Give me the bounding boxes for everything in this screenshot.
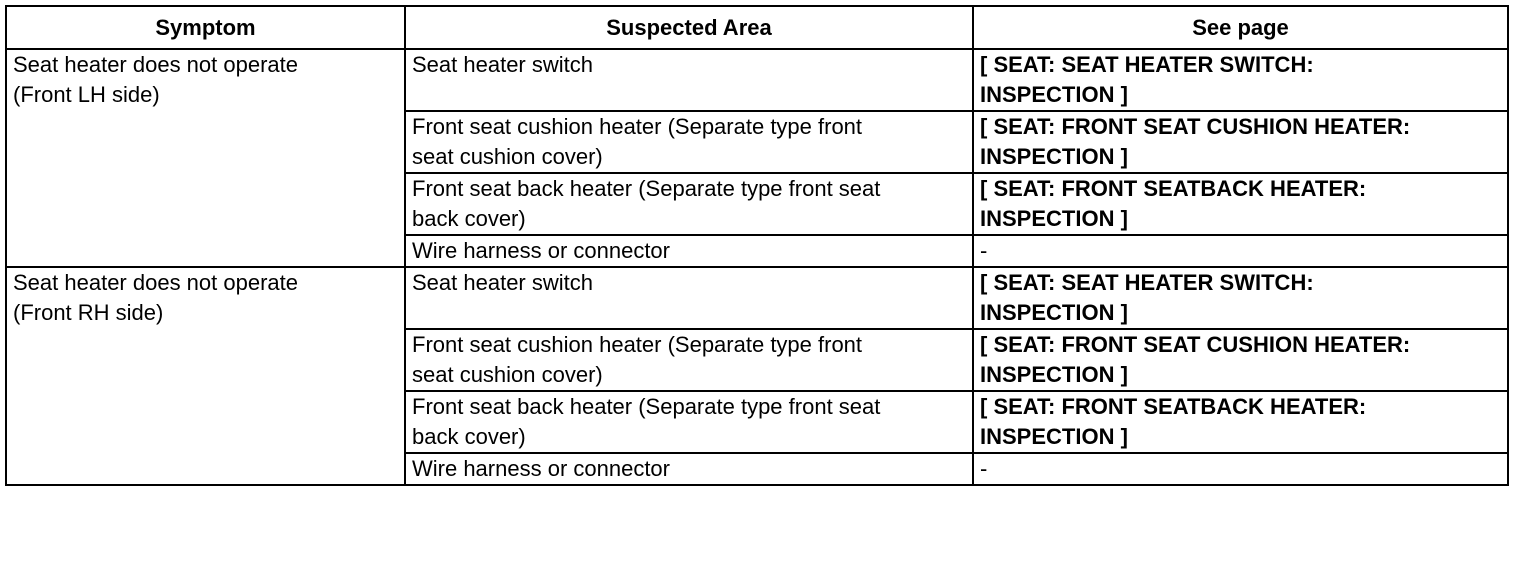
header-suspected-area: Suspected Area <box>405 6 973 49</box>
see-page-cell[interactable] <box>973 49 1508 111</box>
area-text: Seat heater switch <box>412 52 593 77</box>
table-row <box>6 49 1508 111</box>
table-row <box>6 267 1508 329</box>
page-reference-link[interactable]: [ SEAT: FRONT SEATBACK HEATER: <box>980 176 1367 201</box>
suspected-area-cell <box>405 173 973 235</box>
see-page-cell[interactable] <box>973 391 1508 453</box>
see-page-cell[interactable] <box>973 267 1508 329</box>
area-text: seat cushion cover) <box>412 144 603 169</box>
see-page-cell[interactable] <box>973 329 1508 391</box>
see-page-cell <box>973 453 1508 485</box>
area-text: back cover) <box>412 206 526 231</box>
page-reference-link[interactable]: INSPECTION ] <box>980 82 1128 107</box>
suspected-area-cell <box>405 235 973 267</box>
area-text: Seat heater switch <box>412 270 593 295</box>
symptom-cell-lh <box>6 49 405 267</box>
area-text: Front seat cushion heater (Separate type front <box>412 332 863 357</box>
area-text: Wire harness or connector <box>412 238 670 263</box>
header-symptom: Symptom <box>6 6 405 49</box>
page-reference-link[interactable]: [ SEAT: SEAT HEATER SWITCH: <box>980 270 1314 295</box>
suspected-area-cell <box>405 111 973 173</box>
suspected-area-cell <box>405 49 973 111</box>
page-reference-link[interactable]: INSPECTION ] <box>980 362 1128 387</box>
area-text: Wire harness or connector <box>412 456 670 481</box>
symptom-text: Seat heater does not operate <box>13 52 298 77</box>
page-reference-link[interactable]: [ SEAT: FRONT SEAT CUSHION HEATER: <box>980 114 1411 139</box>
page-reference-link[interactable]: [ SEAT: FRONT SEATBACK HEATER: <box>980 394 1367 419</box>
symptom-text: Seat heater does not operate <box>13 270 298 295</box>
suspected-area-cell <box>405 453 973 485</box>
area-text: back cover) <box>412 424 526 449</box>
area-text: Front seat back heater (Separate type front seat <box>412 394 881 419</box>
symptom-side: (Front RH side) <box>13 300 164 325</box>
area-text: seat cushion cover) <box>412 362 603 387</box>
area-text: Front seat cushion heater (Separate type front <box>412 114 863 139</box>
header-see-page: See page <box>973 6 1508 49</box>
suspected-area-cell <box>405 267 973 329</box>
page-reference-link[interactable]: INSPECTION ] <box>980 300 1128 325</box>
see-page-cell <box>973 235 1508 267</box>
see-page-cell[interactable] <box>973 111 1508 173</box>
page-reference-link[interactable]: INSPECTION ] <box>980 144 1128 169</box>
diagnosis-table <box>5 5 1509 486</box>
symptom-cell-rh <box>6 267 405 485</box>
page-reference-link[interactable]: INSPECTION ] <box>980 206 1128 231</box>
see-page-cell[interactable] <box>973 173 1508 235</box>
suspected-area-cell <box>405 391 973 453</box>
page-reference-link[interactable]: [ SEAT: FRONT SEAT CUSHION HEATER: <box>980 332 1411 357</box>
page-reference-none: - <box>980 456 988 481</box>
suspected-area-cell <box>405 329 973 391</box>
page-reference-link[interactable]: [ SEAT: SEAT HEATER SWITCH: <box>980 52 1314 77</box>
page-reference-none: - <box>980 238 988 263</box>
page-reference-link[interactable]: INSPECTION ] <box>980 424 1128 449</box>
area-text: Front seat back heater (Separate type front seat <box>412 176 881 201</box>
symptom-side: (Front LH side) <box>13 82 160 107</box>
header-row <box>6 6 1508 49</box>
